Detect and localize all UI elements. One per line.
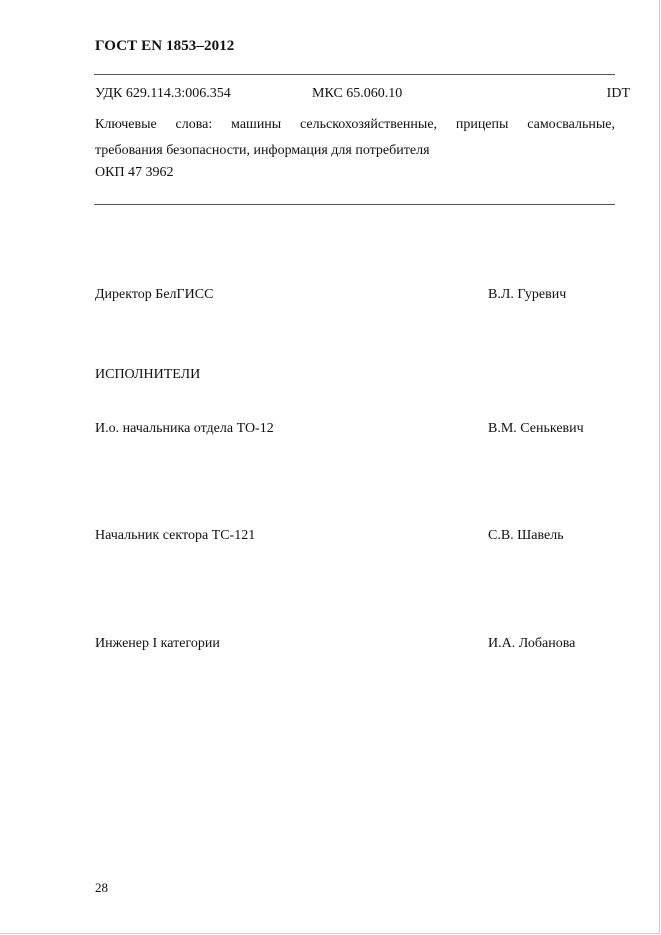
keywords-line-2: требования безопасности, информация для потребителя xyxy=(95,143,430,158)
performer-row xyxy=(95,421,615,439)
director-name: В.Л. Гуревич xyxy=(488,287,567,302)
page-number: 28 xyxy=(95,880,108,895)
udk-code: УДК 629.114.3:006.354 xyxy=(95,86,231,101)
director-row xyxy=(95,287,615,305)
performer-name: И.А. Лобанова xyxy=(488,636,576,651)
top-rule xyxy=(94,74,615,75)
performer-row xyxy=(95,636,615,654)
keywords-block xyxy=(95,112,615,164)
okp-code: ОКП 47 3962 xyxy=(95,165,174,180)
standard-code-header: ГОСТ EN 1853–2012 xyxy=(95,38,235,54)
classification-line xyxy=(95,86,630,104)
performer-role: И.о. начальника отдела ТО-12 xyxy=(95,421,274,436)
performer-role: Начальник сектора ТС-121 xyxy=(95,528,256,543)
performer-row xyxy=(95,528,615,546)
equivalence-degree: IDT xyxy=(606,86,630,101)
mks-code: МКС 65.060.10 xyxy=(312,86,403,101)
performer-role: Инженер I категории xyxy=(95,636,220,651)
bottom-rule xyxy=(94,204,615,205)
director-role: Директор БелГИСС xyxy=(95,287,214,302)
performer-name: В.М. Сенькевич xyxy=(488,421,584,436)
performer-name: С.В. Шавель xyxy=(488,528,564,543)
keywords-line-1: Ключевые слова: машины сельскохозяйственные, прицепы самосвальные, xyxy=(95,117,615,132)
performers-heading: ИСПОЛНИТЕЛИ xyxy=(95,367,201,382)
